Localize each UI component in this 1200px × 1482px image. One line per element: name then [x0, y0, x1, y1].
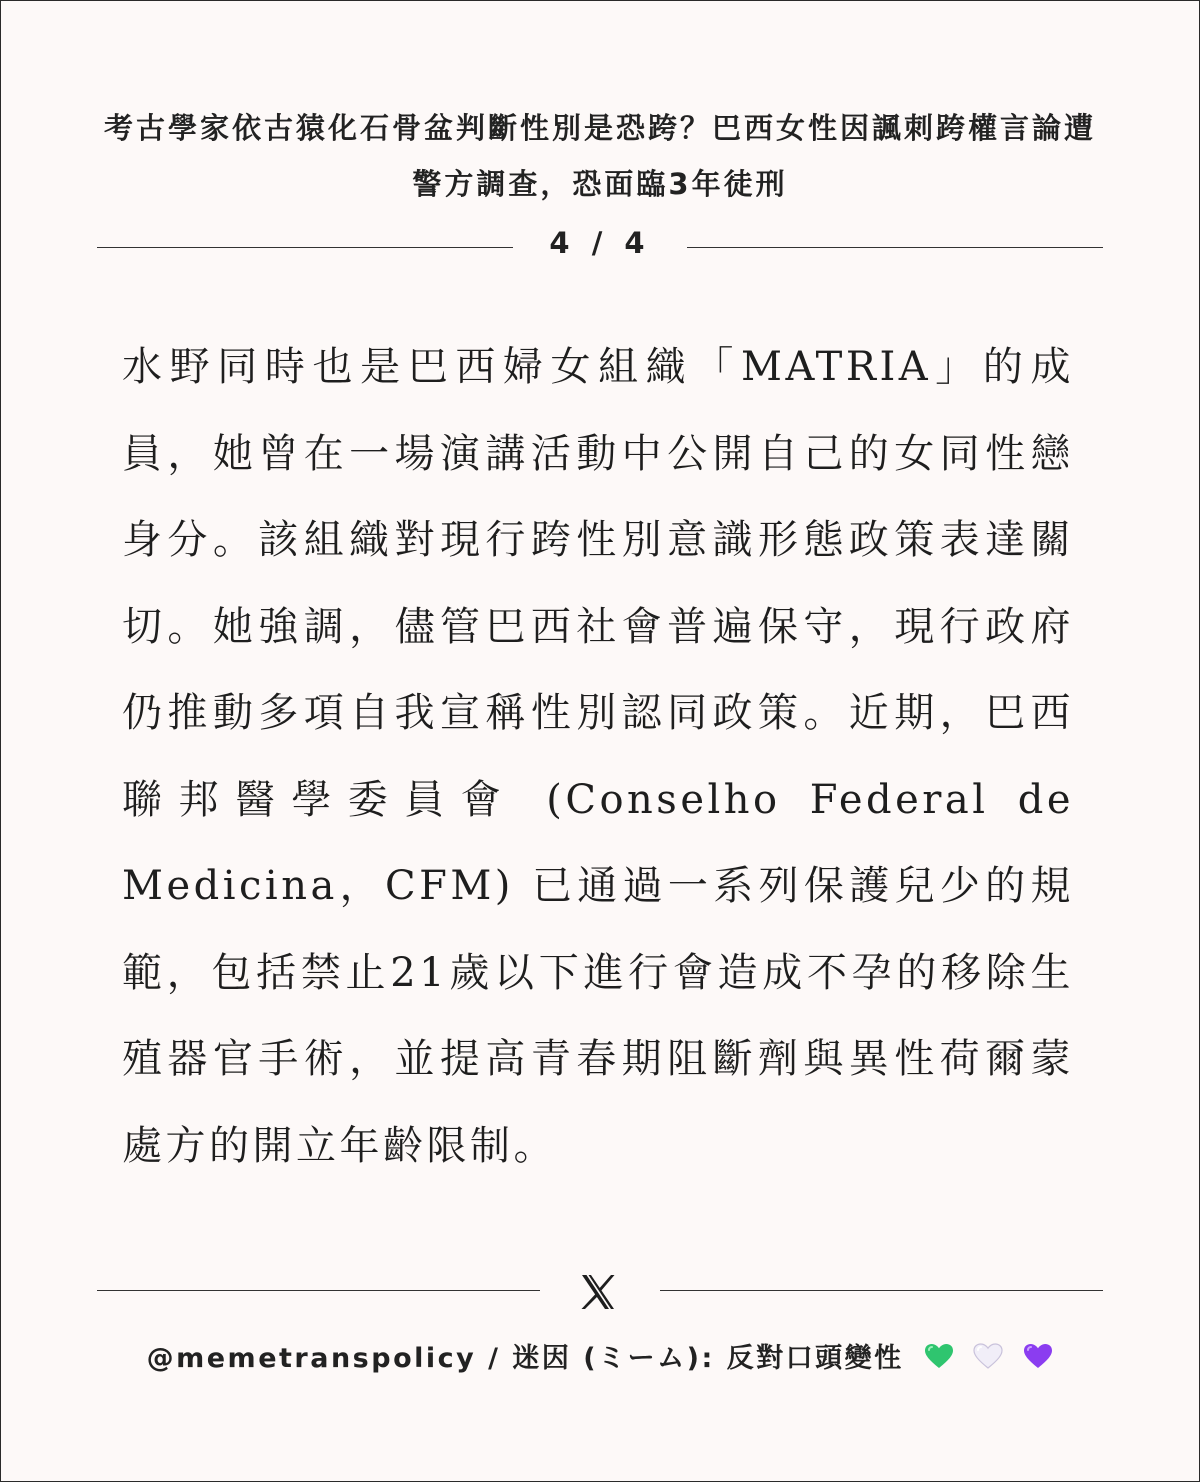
footer-attribution [100, 1336, 1100, 1375]
page-indicator: 4 / 4 [549, 226, 651, 260]
article-body: 水野同時也是巴西婦女組織「MATRIA」的成員，她曾在一場演講活動中公開自己的女同性戀身分。該組織對現行跨性別意識形態政策表達關切。她強調，儘管巴西社會普遍保守，現行政府仍推動多項自我宣稱性別認同政策。近期，巴西聯邦醫學委員會 (Conselho Federal de Medicina，CFM) 已通過一系列保護兒少的規範，包括禁止21歲以下進行會造成不孕的移除生殖器官手術，並提高青春期阻斷劑與異性荷爾蒙處方的開立年齡限制。 [122, 344, 1074, 1169]
bottom-divider-right [660, 1290, 1103, 1291]
x-logo-icon [578, 1272, 618, 1312]
top-divider-left [97, 247, 513, 248]
top-divider-right [687, 247, 1103, 248]
green-heart-icon [924, 1343, 954, 1370]
article-title: 考古學家依古猿化石骨盆判斷性別是恐跨？巴西女性因諷刺跨權言論遭警方調查，恐面臨3年徒刑 [103, 111, 1096, 201]
attribution-text: @memetranspolicy / 迷因 (ミーム): 反對口頭變性 [146, 1343, 904, 1374]
bottom-divider-left [97, 1290, 540, 1291]
purple-heart-icon [1023, 1343, 1053, 1370]
white-heart-icon [973, 1343, 1003, 1370]
